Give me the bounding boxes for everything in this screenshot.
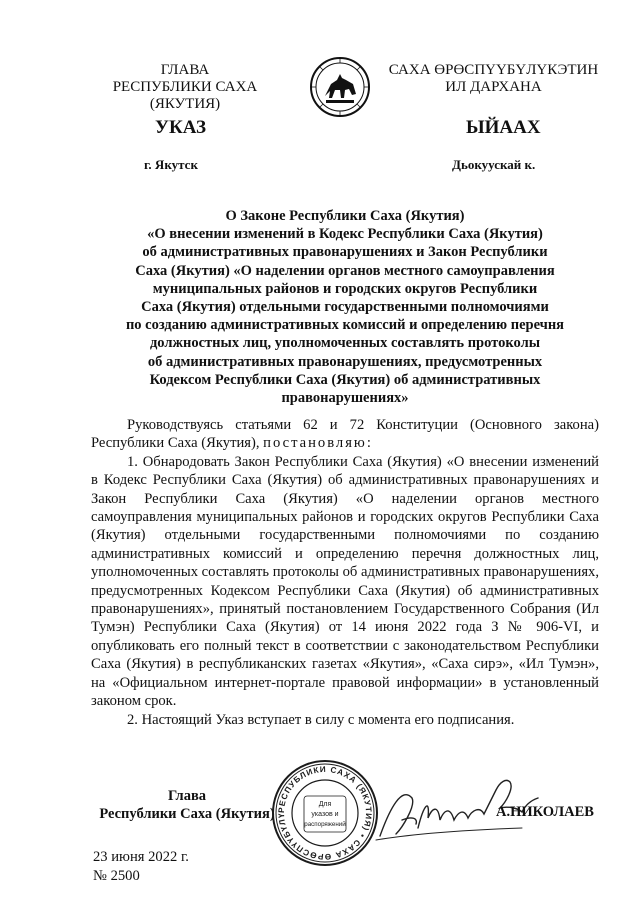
title-line: «О внесении изменений в Кодекс Республики Саха (Якутия) [147, 226, 543, 243]
item-1-paragraph: 1. Обнародовать Закон Республики Саха (Якутия) «О внесении изменений в Кодекс Республики Саха (Якутия) об административных правонарушениях и Закон Республики Саха (Якутия) «О наделении органов местного самоуправления муниципальных районов и городских округов Республики Саха (Якутия) отдельными государственными полномочиями по созданию административных комиссий и определению перечня должностных лиц, уполномоченных составлять протоколы об административных правонарушениях, предусмотренных Кодексом Республики Саха (Якутия) об административных правонарушениях», принятый постановлением Государственного Собрания (Ил Тумэн) Республики Саха (Якутия) от 14 июня 2022 года З № 906-VI, и опубликовать его полный текст в соответствии с законодательством Республики Саха (Якутия) в республиканских газетах «Якутия», «Саха сирэ», «Ил Тумэн», на «Официальном интернет-портале правовой информации» в установленный законом срок. [91, 453, 599, 710]
issuer-left-line1: ГЛАВА [160, 62, 210, 78]
issuer-left [80, 62, 290, 113]
preamble-text: Руководствуясь статьями 62 и 72 Конституции (Основного закона) Республики Саха (Якутия), [91, 417, 599, 452]
issuer-right [386, 62, 601, 96]
official-stamp [270, 758, 380, 868]
issuer-right-line1: САХА ӨРӨСПҮҮБҮЛҮКЭТИН [388, 62, 599, 78]
title-line: О Законе Республики Саха (Якутия) [225, 208, 465, 224]
stamp-center-line2: указов и [311, 811, 339, 818]
preamble-paragraph [91, 416, 599, 453]
doc-type-left: УКАЗ [155, 117, 206, 138]
signer-name: А.НИКОЛАЕВ [496, 804, 594, 820]
preamble-decree-word: постановляю [263, 435, 367, 452]
title-line: Саха (Якутия) «О наделении органов местного самоуправления [135, 262, 555, 279]
title-line: Кодексом Республики Саха (Якутия) об административных [149, 371, 541, 388]
title-line: об административных правонарушениях и Закон Республики [142, 244, 548, 261]
issuer-right-line2: ИЛ ДАРХАНА [445, 79, 542, 95]
signature-title-line1: Глава [167, 788, 207, 804]
stamp-center-line1: Для [318, 801, 332, 808]
decree-title [100, 207, 590, 407]
item-2-paragraph: 2. Настоящий Указ вступает в силу с момента его подписания. [127, 711, 515, 728]
city-left: г. Якутск [144, 157, 198, 172]
title-line: по созданию административных комиссий и определению перечня [125, 317, 565, 334]
decree-number: № 2500 [93, 868, 140, 884]
signature-title [92, 787, 282, 823]
city-right: Дьокуускай к. [452, 157, 536, 172]
doc-type-right: ЫЙААХ [466, 117, 541, 138]
signature-title-line2: Республики Саха (Якутия) [99, 806, 275, 822]
title-line: об административных правонарушениях, предусмотренных [147, 353, 543, 370]
title-line: должностных лиц, уполномоченных составлять протоколы [149, 335, 541, 352]
stamp-center-line3: распоряжений [304, 821, 346, 828]
decree-date-number [93, 848, 189, 886]
decree-body [91, 416, 599, 729]
title-line: муниципальных районов и городских округов Республики [152, 280, 538, 297]
issuer-left-line2: РЕСПУБЛИКИ САХА (ЯКУТИЯ) [112, 79, 258, 112]
coat-of-arms-emblem [309, 56, 371, 118]
title-line: правонарушениях» [281, 390, 409, 407]
stamp-ring-text: РЕСПУБЛИКИ САХА (ЯКУТИЯ) • САХА ӨРӨСПҮҮБҮЛҮ [276, 764, 374, 862]
decree-date: 23 июня 2022 г. [93, 849, 189, 865]
preamble-end: : [366, 435, 371, 452]
title-line: Саха (Якутия) отдельными государственными полномочиями [141, 299, 549, 316]
